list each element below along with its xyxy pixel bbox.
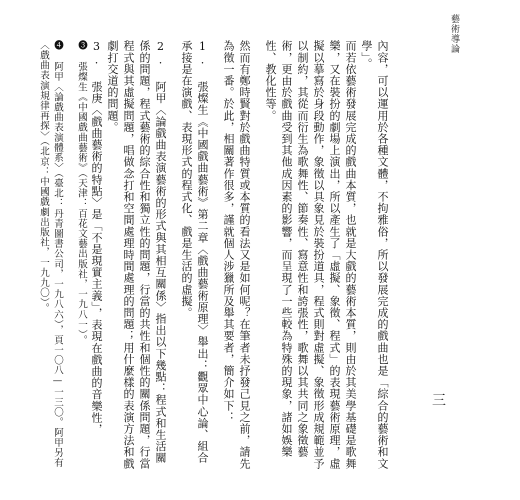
- running-head: 藝術導論: [449, 14, 459, 54]
- list-item-2: 2. 阿甲〈論戲曲表演藝術的形式與其相互關係〉指出以下幾點：程式和生活關係的問題，程式藝術的綜合性和獨立性的問題，行當的共性和個性的關係問題，行當程式與其虛擬問題，唱做念打和空間處理時間處理的問題；用什麼樣的表演方法和戲劇打交道的問題。: [106, 40, 167, 470]
- intro-line-2: 而若依藝術發展完成的戲曲本質，也就是大戲的藝術本質，則由於其美學基礎是歌舞樂，又在裝扮的劇場上演出，所以產生了「虛擬、象徵、程式」的表現藝術原理，虛擬以摹寫於身段動作，象徵以具象見於裝扮道具，程式則對虛擬、象徵形成規範並予以制約，其從而衍生為歌舞性、節奏性、寫意性和誇張性，歌舞以其共同之象徵藝術，更由於戲曲受到其他成因素的影響，而呈現了一些較為特殊的現象，諸如娛樂性、教化性等。: [264, 40, 357, 470]
- list-item-3: 3. 張庚〈戲曲藝術的特點〉是「不是現實主義」，表現在戲曲的音樂性，: [90, 40, 103, 435]
- main-text: [38, 40, 390, 470]
- list-item-1: 1. 張燦生《中國戲曲藝術》第二章〈戲曲藝術原理〉舉出：觀眾中心論、組合承接是在演戲、表現形式的程式化、戲是生活的虛擬。: [180, 40, 209, 464]
- footnote-2: ❹ 阿甲〈論戲曲表演體系〉（臺北：丹青圖書公司，一九八六），頁一〇八—一三〇。阿甲另有〈戲曲表演規律再探〉（北京：中國戲劇出版社，一九九〇）。: [38, 40, 63, 468]
- footnote-1: ❸ 張燦生《中國戲曲藝術》（天津：百花文藝出版社，一九八一）。: [76, 40, 87, 346]
- page-number: 三: [432, 393, 446, 409]
- intro-line-1: 內容，可以運用於各種文體，不拘雅俗，所以發展完成的戲曲也是「綜合的藝術和文學」。: [360, 40, 389, 470]
- intro-line-3: 然而有鄭時賢對於戲曲特質或本質的看法又是如何呢？在筆者未抒發己見之前，請先為徵一番。於此，相關著作很多，謹就個人涉獵所及舉其要者，簡介如下：: [222, 40, 251, 470]
